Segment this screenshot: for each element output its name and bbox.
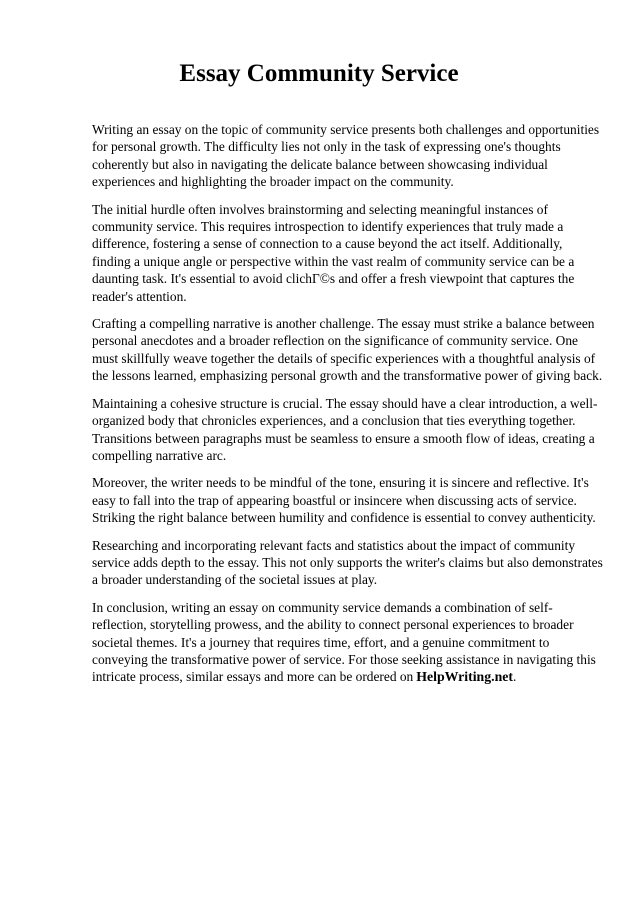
paragraph-2: The initial hurdle often involves brainstorming and selecting meaningful instances of community service. This requires introspection to identify experiences that truly made a difference, fostering a sense of connection to a cause beyond the act itself. Additionally, finding a unique angle or perspective within the vast realm of community service can be a daunting task. It's essential to avoid clichГ©s and offer a fresh viewpoint that captures the reader's attention.	[92, 201, 575, 304]
essay-title: Essay Community Service	[179, 60, 459, 87]
paragraph-5: Moreover, the writer needs to be mindful of the tone, ensuring it is sincere and reflective. It's easy to fall into the trap of appearing boastful or insincere when discussing acts of service. Striking the right balance between humility and confidence is essential to convey authenticity.	[92, 475, 596, 526]
helpwriting-link[interactable]: HelpWriting.net	[416, 669, 513, 685]
paragraph-conclusion	[92, 599, 604, 686]
essay-body	[92, 121, 604, 696]
paragraph-6: Researching and incorporating relevant facts and statistics about the impact of community service adds depth to the essay. This not only supports the writer's claims but also demonstrates a broader understanding of the societal issues at play.	[92, 537, 603, 588]
paragraph-4: Maintaining a cohesive structure is crucial. The essay should have a clear introduction, a well-organized body that chronicles experiences, and a conclusion that ties everything together. Transitions between paragraphs must be seamless to ensure a smooth flow of ideas, creating a compelling narrative arc.	[92, 395, 598, 463]
paragraph-1: Writing an essay on the topic of community service presents both challenges and opportunities for personal growth. The difficulty lies not only in the task of expressing one's thoughts coherently but also in navigating the delicate balance between showcasing individual experiences and highlighting the broader impact on the community.	[92, 122, 600, 190]
conclusion-text: In conclusion, writing an essay on community service demands a combination of self-reflection, storytelling prowess, and the ability to connect personal experiences to broader societal themes. It's a journey that requires time, effort, and a genuine commitment to conveying the transformative power of service. For those seeking assistance in navigating this intricate process, similar essays and more can be ordered on	[92, 599, 596, 685]
conclusion-end-punct: .	[512, 669, 517, 685]
paragraph-3: Crafting a compelling narrative is another challenge. The essay must strike a balance between personal anecdotes and a broader reflection on the significance of community service. One must skillfully weave together the details of specific experiences with a thoughtful analysis of the lessons learned, emphasizing personal growth and the transformative power of giving back.	[92, 316, 603, 384]
